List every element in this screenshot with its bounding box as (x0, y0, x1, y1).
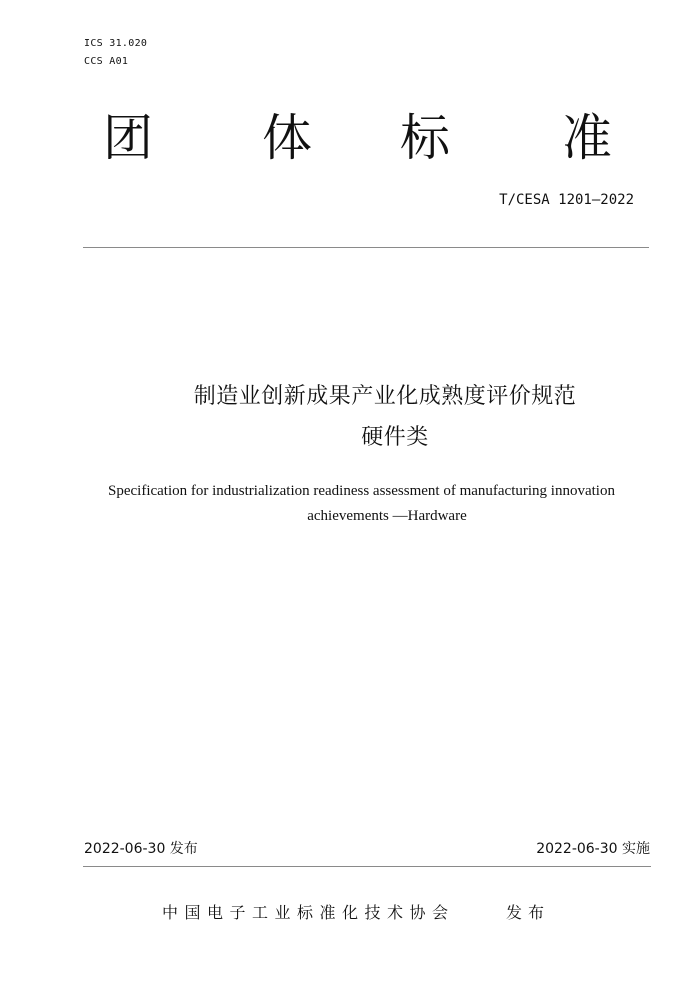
title-english-line-1: Specification for industrialization readiness assessment of manufacturing innovation (108, 483, 615, 499)
ics-code: ICS 31.020 (84, 38, 148, 49)
top-divider (83, 247, 649, 248)
heading-char-1: 团 (103, 109, 153, 167)
publish-label: 发布 (506, 903, 551, 922)
implement-date: 2022-06-30 实施 (536, 841, 650, 857)
publish-date: 2022-06-30 发布 (84, 841, 198, 857)
standard-code: T/CESA 1201—2022 (499, 192, 634, 208)
title-chinese-line-2: 硬件类 (361, 425, 429, 450)
title-english-line-2: achievements —Hardware (307, 508, 467, 524)
heading-char-4: 准 (562, 109, 612, 167)
heading-char-3: 标 (400, 109, 450, 167)
publisher-name: 中国电子工业标准化技术协会 (162, 903, 455, 922)
title-chinese-line-1: 制造业创新成果产业化成熟度评价规范 (193, 384, 577, 409)
bottom-divider (83, 866, 651, 867)
heading-char-2: 体 (262, 109, 312, 167)
ccs-code: CCS A01 (84, 56, 129, 67)
